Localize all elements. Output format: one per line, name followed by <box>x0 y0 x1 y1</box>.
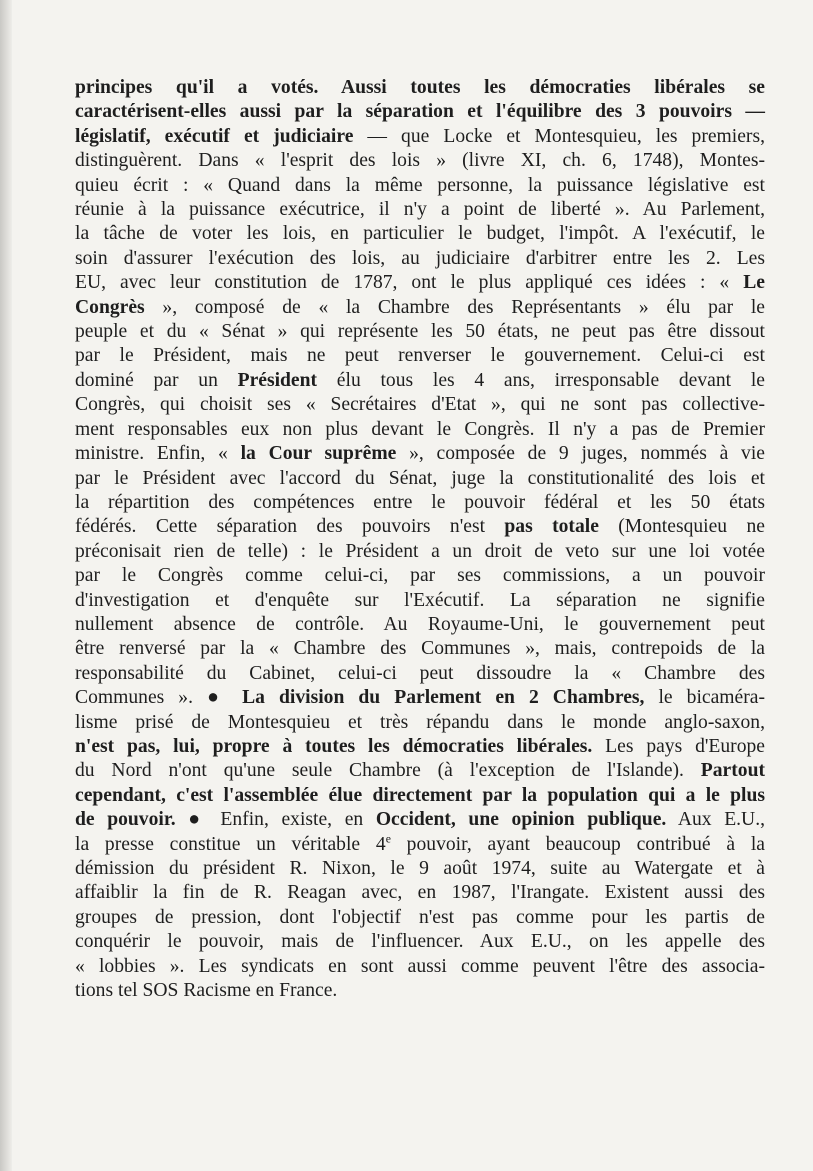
text-line <box>75 222 765 246</box>
text-run: la tâche de voter les lois, en particulier le budget, l'impôt. A l'exécutif, le <box>75 223 765 245</box>
text-run: être renversé par la « Chambre des Communes », mais, contrepoids de la <box>75 638 765 660</box>
text-run: « lobbies ». Les syndicats en sont aussi comme peuvent l'être des associa- <box>75 955 765 977</box>
text-line <box>75 491 765 515</box>
bold-text: Occident, une opinion publique. <box>375 809 667 831</box>
text-run: le bicaméra- <box>644 687 765 709</box>
text-run: d'investigation et d'enquête sur l'Exécutif. La séparation ne signifie <box>75 589 765 611</box>
text-run: ministre. Enfin, « <box>75 443 241 465</box>
text-run: affaiblir la fin de R. Reagan avec, en 1987, l'Irangate. Existent aussi des <box>75 882 765 904</box>
text-line <box>75 76 765 100</box>
text-line <box>75 662 765 686</box>
text-run: du Nord n'ont qu'une seule Chambre (à l'exception de l'Islande). <box>75 760 701 782</box>
text-line <box>75 759 765 783</box>
text-line <box>75 784 765 808</box>
text-run: distinguèrent. Dans « l'esprit des lois » (livre XI, ch. 6, 1748), Montes- <box>75 150 765 172</box>
text-run: préconisait rien de telle) : le Président a un droit de veto sur une loi votée <box>75 540 765 562</box>
text-run: Les pays d'Europe <box>592 735 765 757</box>
text-run: par le Congrès comme celui-ci, par ses commissions, a un pouvoir <box>75 565 765 587</box>
text-line <box>75 808 765 832</box>
text-line <box>75 174 765 198</box>
text-run: la répartition des compétences entre le pouvoir fédéral et les 50 états <box>75 491 765 513</box>
text-line <box>75 271 765 295</box>
body-text <box>75 76 765 1003</box>
text-line <box>75 979 765 1003</box>
superscript: e <box>385 832 391 846</box>
text-run: fédérés. Cette séparation des pouvoirs n'est <box>75 516 505 538</box>
text-run: élu tous les 4 ans, irresponsable devant le <box>317 369 765 391</box>
text-run: quieu écrit : « Quand dans la même personne, la puissance législative est <box>75 174 765 196</box>
text-run: — que Locke et Montesquieu, les premiers, <box>353 125 765 147</box>
text-line <box>75 296 765 320</box>
text-line <box>75 686 765 710</box>
text-run: responsabilité du Cabinet, celui-ci peut dissoudre la « Chambre des <box>75 662 765 684</box>
text-line <box>75 369 765 393</box>
bold-text: Congrès <box>75 296 145 318</box>
bold-text: ● La division du Parlement en 2 Chambres, <box>207 687 645 709</box>
bold-text: pas totale <box>504 516 599 538</box>
text-line <box>75 467 765 491</box>
text-run: soin d'assurer l'exécution des lois, au judiciaire d'arbitrer entre les 2. Les <box>75 247 765 269</box>
bold-text: la Cour suprême <box>240 443 397 465</box>
bold-text: principes qu'il a votés. Aussi toutes les démocraties libérales se <box>75 77 765 98</box>
text-line <box>75 100 765 124</box>
text-run: (Montesquieu ne <box>598 516 765 538</box>
text-line <box>75 637 765 661</box>
text-line <box>75 442 765 466</box>
text-run: EU, avec leur constitution de 1787, ont le plus appliqué ces idées : « <box>75 272 744 294</box>
text-line <box>75 564 765 588</box>
bold-text: de pouvoir. ● <box>75 809 208 831</box>
text-line <box>75 955 765 979</box>
text-line <box>75 320 765 344</box>
text-line <box>75 613 765 637</box>
bold-text: caractérisent-elles aussi par la séparation et l'équilibre des 3 pouvoirs — <box>75 101 765 123</box>
text-line <box>75 515 765 539</box>
text-run: tions tel SOS Racisme en France. <box>75 980 338 1002</box>
text-run: par le Président avec l'accord du Sénat, juge la constitutionalité des lois et <box>75 467 765 489</box>
text-line <box>75 906 765 930</box>
text-run: lisme prisé de Montesquieu et très répandu dans le monde anglo-saxon, <box>75 711 765 733</box>
text-run: la presse constitue un véritable 4 <box>75 833 386 855</box>
text-run: pouvoir, ayant beaucoup contribué à la <box>390 833 765 855</box>
text-line <box>75 198 765 222</box>
text-run: ment responsables eux non plus devant le Congrès. Il n'y a pas de Premier <box>75 418 765 440</box>
text-line <box>75 735 765 759</box>
text-line <box>75 881 765 905</box>
text-run: groupes de pression, dont l'objectif n'est pas comme pour les partis de <box>75 906 765 928</box>
text-run: par le Président, mais ne peut renverser le gouvernement. Celui-ci est <box>75 345 765 367</box>
text-line <box>75 540 765 564</box>
text-run: peuple et du « Sénat » qui représente les 50 états, ne peut pas être dissout <box>75 321 765 343</box>
bold-text: Le <box>743 272 765 294</box>
text-run: réunie à la puissance exécutrice, il n'y a point de liberté ». Au Parlement, <box>75 199 765 221</box>
text-line <box>75 149 765 173</box>
text-run: », composée de 9 juges, nommés à vie <box>396 443 765 465</box>
text-run: Congrès, qui choisit ses « Secrétaires d'Etat », qui ne sont pas collective- <box>75 394 765 416</box>
bold-text: n'est pas, lui, propre à toutes les démocraties libérales. <box>75 735 593 757</box>
text-run: Aux E.U., <box>666 809 766 831</box>
text-line <box>75 418 765 442</box>
bold-text: Partout <box>700 760 765 782</box>
bold-text: cependant, c'est l'assemblée élue directement par la population qui a le plus <box>75 784 765 806</box>
text-line <box>75 711 765 735</box>
text-run: Communes ». <box>75 687 208 709</box>
text-run: Enfin, existe, en <box>207 809 376 831</box>
bold-text: Président <box>237 369 318 391</box>
text-line <box>75 857 765 881</box>
text-line <box>75 393 765 417</box>
text-line <box>75 247 765 271</box>
text-run: nullement absence de contrôle. Au Royaume-Uni, le gouvernement peut <box>75 613 765 635</box>
text-line <box>75 930 765 954</box>
text-run: démission du président R. Nixon, le 9 août 1974, suite au Watergate et à <box>75 858 765 879</box>
page-binding-edge <box>0 0 12 1171</box>
text-line <box>75 833 765 857</box>
text-run: », composé de « la Chambre des Représentants » élu par le <box>144 296 765 318</box>
bold-text: législatif, exécutif et judiciaire <box>75 125 354 147</box>
text-line <box>75 344 765 368</box>
text-run: dominé par un <box>75 369 238 391</box>
text-run: conquérir le pouvoir, mais de l'influencer. Aux E.U., on les appelle des <box>75 931 765 953</box>
text-line <box>75 125 765 149</box>
text-line <box>75 589 765 613</box>
